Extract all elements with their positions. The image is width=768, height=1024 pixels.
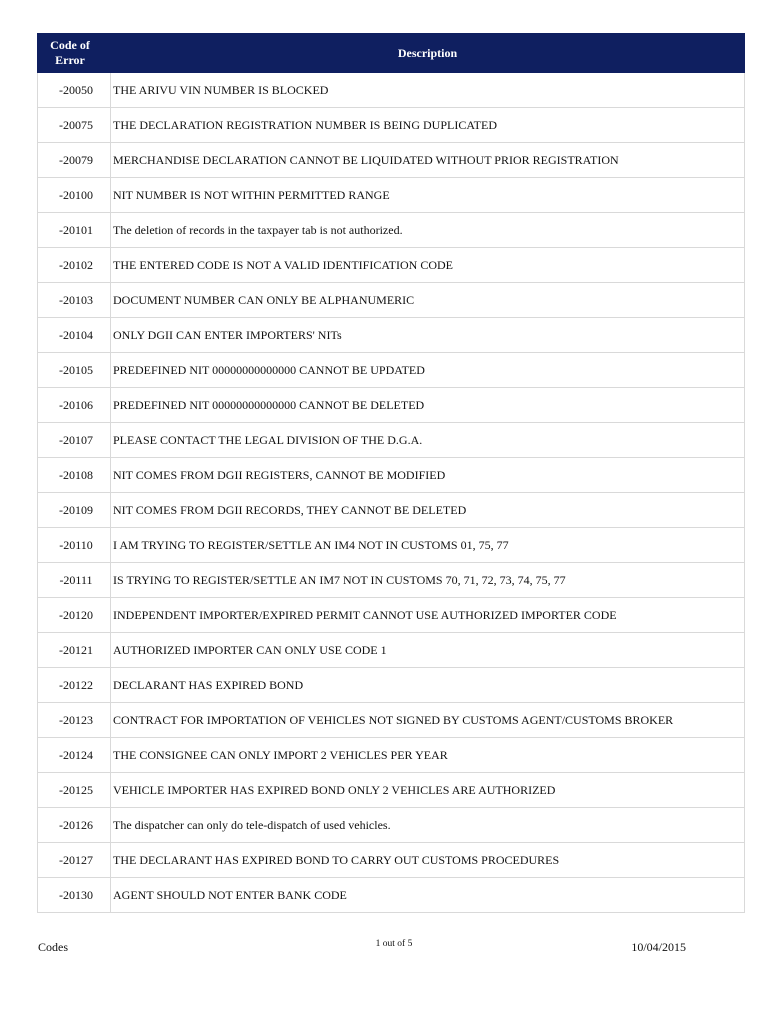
table-row <box>38 528 745 563</box>
error-code: -20103 <box>38 283 111 318</box>
error-code: -20126 <box>38 808 111 843</box>
table-row <box>38 458 745 493</box>
error-description: MERCHANDISE DECLARATION CANNOT BE LIQUIDATED WITHOUT PRIOR REGISTRATION <box>111 143 745 178</box>
error-description: INDEPENDENT IMPORTER/EXPIRED PERMIT CANNOT USE AUTHORIZED IMPORTER CODE <box>111 598 745 633</box>
error-description: The dispatcher can only do tele-dispatch of used vehicles. <box>111 808 745 843</box>
table-row <box>38 598 745 633</box>
error-code: -20110 <box>38 528 111 563</box>
table-row <box>38 703 745 738</box>
error-code: -20122 <box>38 668 111 703</box>
column-header-code: Code of Error <box>38 34 111 73</box>
error-description: VEHICLE IMPORTER HAS EXPIRED BOND ONLY 2 VEHICLES ARE AUTHORIZED <box>111 773 745 808</box>
error-description: PREDEFINED NIT 00000000000000 CANNOT BE DELETED <box>111 388 745 423</box>
error-description: THE DECLARANT HAS EXPIRED BOND TO CARRY OUT CUSTOMS PROCEDURES <box>111 843 745 878</box>
error-description: THE CONSIGNEE CAN ONLY IMPORT 2 VEHICLES PER YEAR <box>111 738 745 773</box>
error-description: DECLARANT HAS EXPIRED BOND <box>111 668 745 703</box>
error-code: -20121 <box>38 633 111 668</box>
error-description: IS TRYING TO REGISTER/SETTLE AN IM7 NOT IN CUSTOMS 70, 71, 72, 73, 74, 75, 77 <box>111 563 745 598</box>
error-code: -20102 <box>38 248 111 283</box>
error-code: -20127 <box>38 843 111 878</box>
error-code: -20108 <box>38 458 111 493</box>
error-description: THE ENTERED CODE IS NOT A VALID IDENTIFICATION CODE <box>111 248 745 283</box>
error-code: -20075 <box>38 108 111 143</box>
error-description: CONTRACT FOR IMPORTATION OF VEHICLES NOT SIGNED BY CUSTOMS AGENT/CUSTOMS BROKER <box>111 703 745 738</box>
table-row <box>38 283 745 318</box>
error-description: AGENT SHOULD NOT ENTER BANK CODE <box>111 878 745 913</box>
error-description: NIT NUMBER IS NOT WITHIN PERMITTED RANGE <box>111 178 745 213</box>
error-code: -20111 <box>38 563 111 598</box>
error-code: -20109 <box>38 493 111 528</box>
error-code: -20101 <box>38 213 111 248</box>
error-description: I AM TRYING TO REGISTER/SETTLE AN IM4 NOT IN CUSTOMS 01, 75, 77 <box>111 528 745 563</box>
error-description: NIT COMES FROM DGII REGISTERS, CANNOT BE MODIFIED <box>111 458 745 493</box>
error-code: -20100 <box>38 178 111 213</box>
table-row <box>38 143 745 178</box>
error-code: -20125 <box>38 773 111 808</box>
error-description: DOCUMENT NUMBER CAN ONLY BE ALPHANUMERIC <box>111 283 745 318</box>
error-code: -20123 <box>38 703 111 738</box>
error-description: NIT COMES FROM DGII RECORDS, THEY CANNOT BE DELETED <box>111 493 745 528</box>
footer-document-name: Codes <box>38 940 68 954</box>
page-footer <box>0 940 768 956</box>
table-row <box>38 668 745 703</box>
error-code: -20130 <box>38 878 111 913</box>
error-code: -20106 <box>38 388 111 423</box>
table-row <box>38 423 745 458</box>
table-row <box>38 353 745 388</box>
error-code: -20104 <box>38 318 111 353</box>
table-row <box>38 773 745 808</box>
error-code: -20120 <box>38 598 111 633</box>
table-row <box>38 563 745 598</box>
error-code: -20124 <box>38 738 111 773</box>
error-description: THE ARIVU VIN NUMBER IS BLOCKED <box>111 73 745 108</box>
error-description: PLEASE CONTACT THE LEGAL DIVISION OF THE D.G.A. <box>111 423 745 458</box>
footer-page-number: 1 out of 5 <box>375 939 413 949</box>
table-row <box>38 633 745 668</box>
table-row <box>38 213 745 248</box>
table-row <box>38 808 745 843</box>
error-description: THE DECLARATION REGISTRATION NUMBER IS BEING DUPLICATED <box>111 108 745 143</box>
table-row <box>38 388 745 423</box>
error-code: -20079 <box>38 143 111 178</box>
table-row <box>38 73 745 108</box>
table-row <box>38 878 745 913</box>
error-description: ONLY DGII CAN ENTER IMPORTERS' NITs <box>111 318 745 353</box>
error-code: -20107 <box>38 423 111 458</box>
error-codes-table <box>37 33 745 913</box>
table-row <box>38 738 745 773</box>
table-row <box>38 248 745 283</box>
footer-date: 10/04/2015 <box>631 940 686 954</box>
error-code: -20105 <box>38 353 111 388</box>
table-header-row <box>38 34 745 73</box>
table-row <box>38 108 745 143</box>
error-description: AUTHORIZED IMPORTER CAN ONLY USE CODE 1 <box>111 633 745 668</box>
error-code: -20050 <box>38 73 111 108</box>
table-row <box>38 178 745 213</box>
table-row <box>38 843 745 878</box>
table-row <box>38 318 745 353</box>
column-header-description: Description <box>111 34 745 73</box>
table-row <box>38 493 745 528</box>
error-description: PREDEFINED NIT 00000000000000 CANNOT BE UPDATED <box>111 353 745 388</box>
error-description: The deletion of records in the taxpayer tab is not authorized. <box>111 213 745 248</box>
